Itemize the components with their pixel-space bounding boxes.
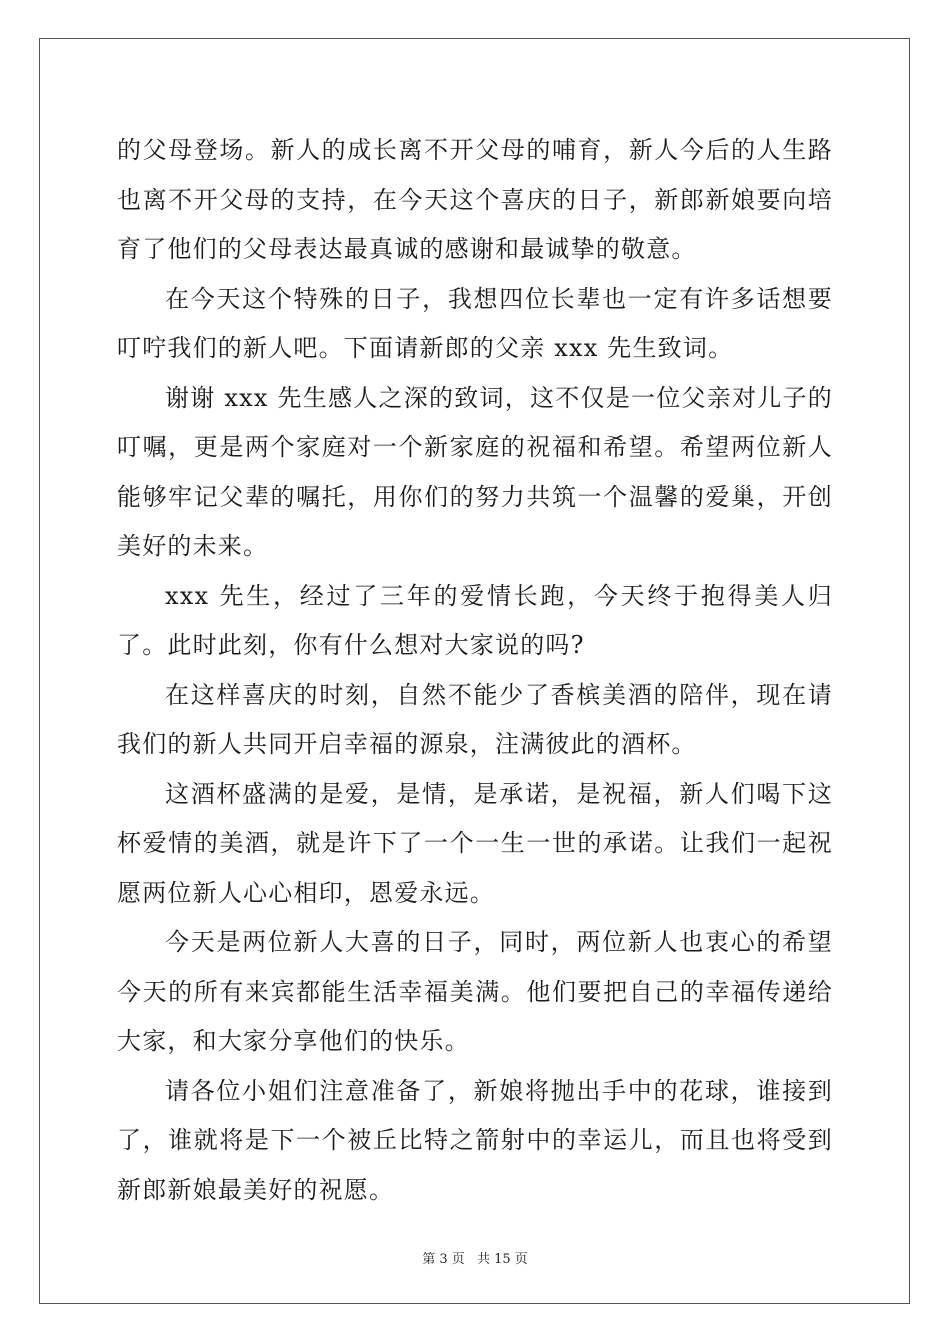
paragraph: [117, 918, 833, 1067]
text-line: 的父母表达最真诚的感谢和最诚挚的敬意。: [217, 235, 697, 263]
paragraph: [117, 374, 833, 572]
page-footer: [0, 1248, 950, 1267]
paragraph: [117, 126, 833, 275]
text-line: xxx 先生，经过了三年的爱情长跑，今天终于抱得美人归了。此: [117, 581, 833, 659]
text-line: 不开父母的支持，在今天这个喜庆的日子，新郎新娘要向培育了他们: [117, 185, 833, 263]
text-line: 请各位小姐们注意准备了，新娘将抛出手中的花球，谁接到了，: [117, 1076, 833, 1154]
text-line: 更是两个家庭对一个新家庭的祝福和希望。希望两位新人能够牢记父: [117, 433, 833, 511]
text-line: 的父母登场。新人的成长离不开父母的哺育，新人今后的人生路也离: [117, 136, 833, 214]
paragraph: [117, 275, 833, 374]
text-line: 谢谢 xxx 先生感人之深的致词，这不仅是一位父亲对儿子的叮嘱，: [117, 383, 833, 461]
text-line: 人心心相印，恩爱永远。: [217, 878, 496, 907]
text-line: 大家分享他们的快乐。: [217, 1027, 470, 1055]
document-body: [117, 126, 833, 1215]
text-line: 我们的新人吧。下面请新郎的父亲 xxx 先生致词。: [167, 334, 734, 362]
paragraph: [117, 572, 833, 671]
text-line: 在这样喜庆的时刻，自然不能少了香槟美酒的陪伴，现在请我们: [117, 680, 833, 758]
paragraph: [117, 1067, 833, 1216]
text-line: 的新人共同开启幸福的源泉，注满彼此的酒杯。: [167, 730, 697, 758]
text-line: 情的美酒，就是许下了一个一生一世的承诺。让我们一起祝愿两位新: [117, 829, 833, 907]
total-pages: 共 15 页: [476, 1252, 528, 1267]
text-line: 辈的嘱托，用你们的努力共筑一个温馨的爱巢，开创美好的未来。: [117, 482, 834, 560]
text-line: 时此刻，你有什么想对大家说的吗?: [192, 631, 585, 659]
text-line: 最美好的祝愿。: [217, 1175, 395, 1204]
text-line: 的所有来宾都能生活幸福美满。他们要把自己的幸福传递给大家，和: [117, 977, 833, 1055]
text-line: 今天是两位新人大喜的日子，同时，两位新人也衷心的希望今天: [117, 928, 833, 1006]
text-line: 这酒杯盛满的是爱，是情，是承诺，是祝福，新人们喝下这杯爱: [117, 779, 833, 857]
text-line: 在今天这个特殊的日子，我想四位长辈也一定有许多话想要叮咛: [117, 284, 833, 362]
page-number: 第 3 页: [422, 1252, 465, 1267]
paragraph: [117, 671, 833, 770]
paragraph: [117, 770, 833, 919]
text-line: 谁就将是下一个被丘比特之箭射中的幸运儿，而且也将受到新郎新娘: [117, 1126, 833, 1204]
